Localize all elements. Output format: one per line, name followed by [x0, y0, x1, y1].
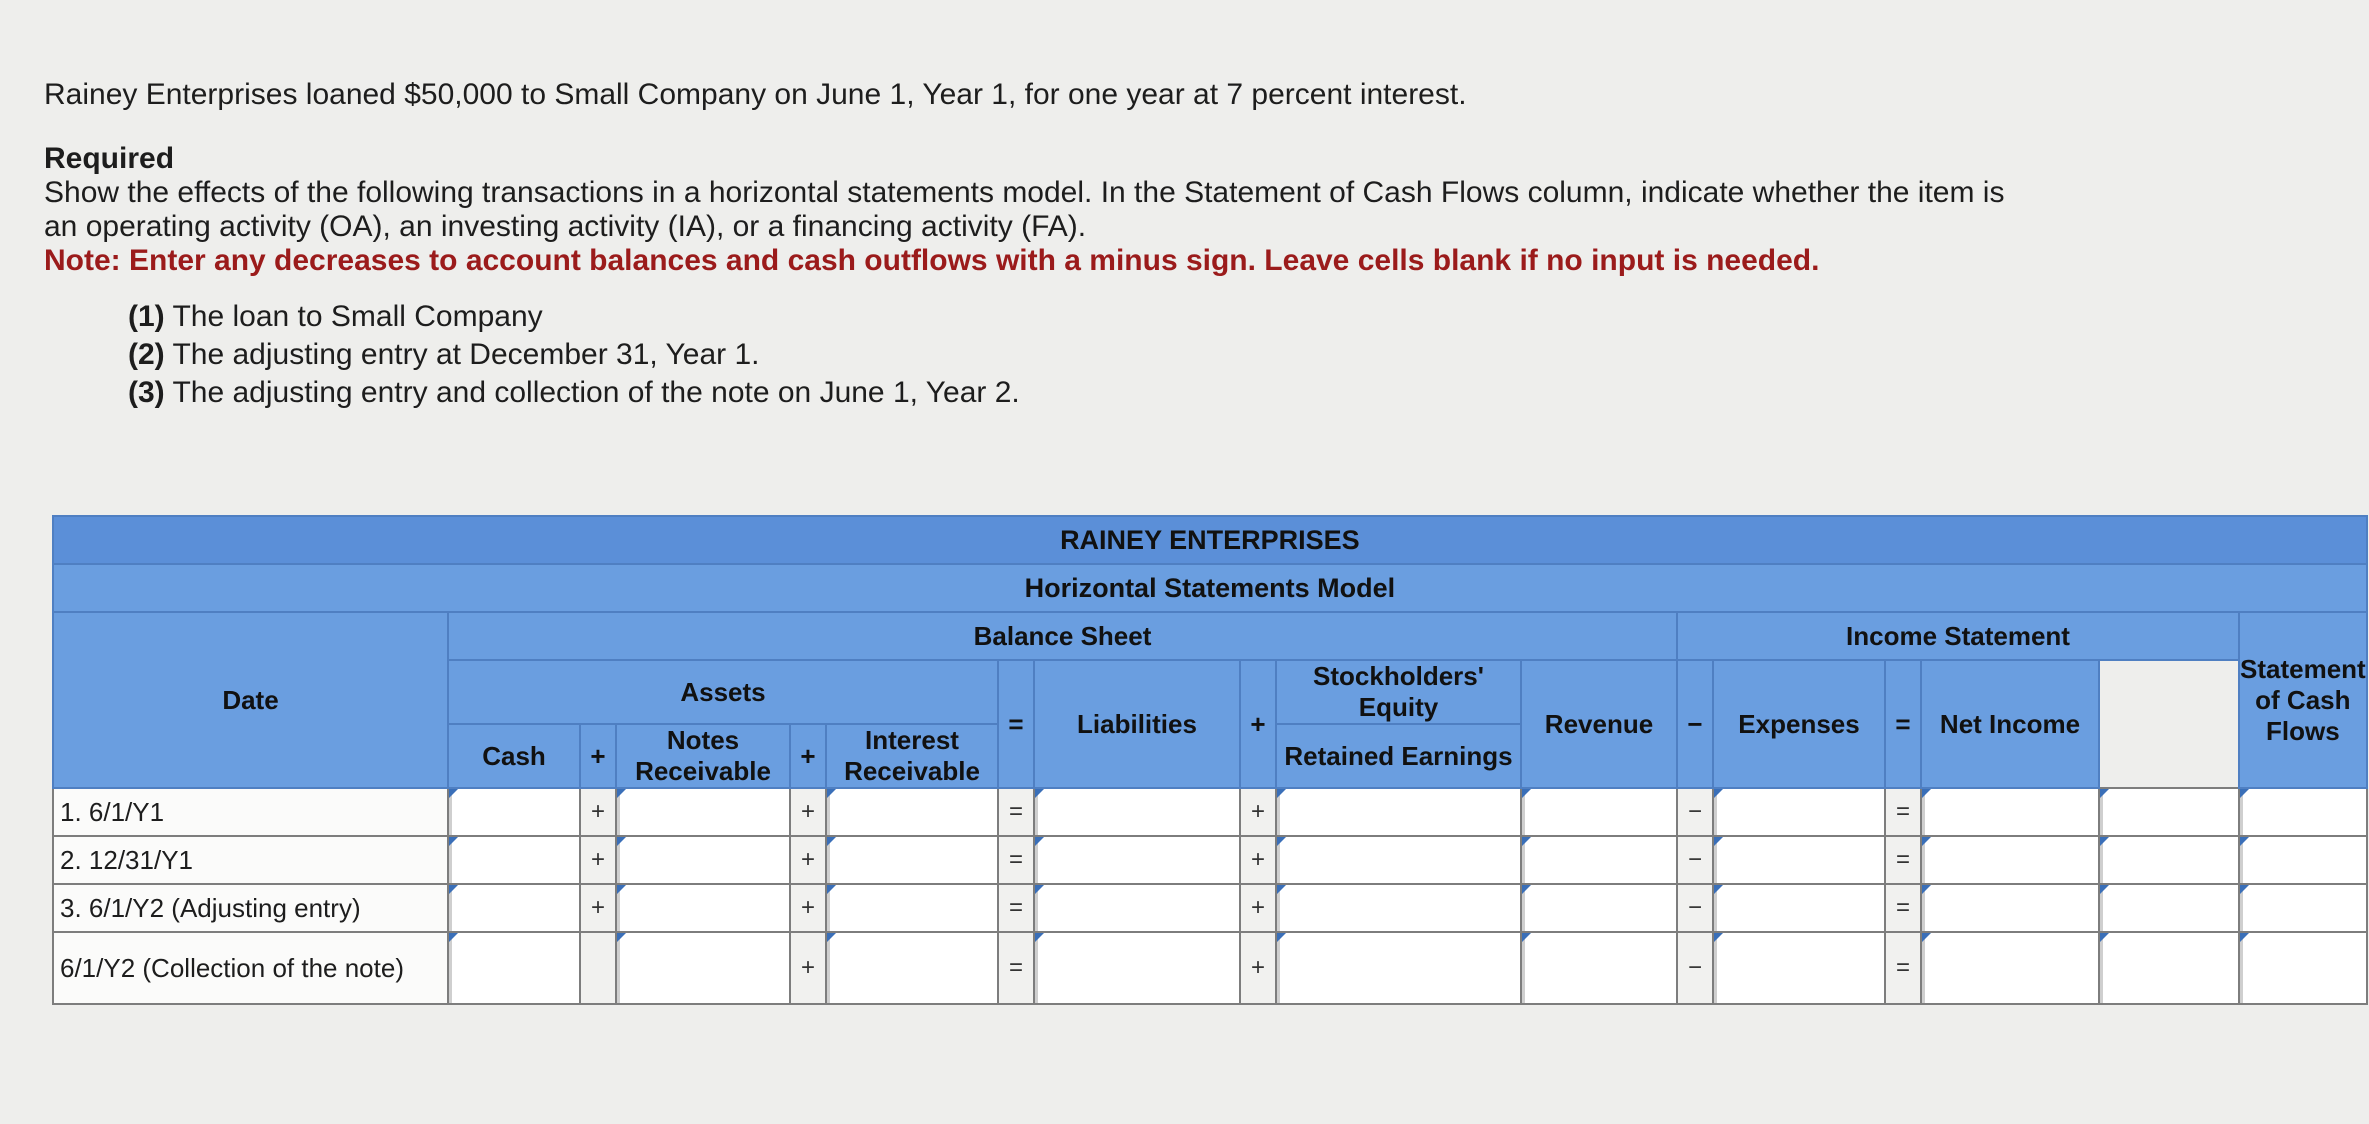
notes-receivable-input[interactable]: [617, 789, 789, 835]
interest-receivable-input[interactable]: [827, 885, 997, 931]
plus-sign: +: [790, 788, 826, 836]
plus-sign: +: [580, 836, 616, 884]
interest-receivable-input[interactable]: [827, 933, 997, 1003]
equals-sign: =: [998, 836, 1034, 884]
liabilities-input[interactable]: [1035, 885, 1239, 931]
plus-sign: +: [1240, 932, 1276, 1004]
net-income-input[interactable]: [1922, 837, 2098, 883]
row-label: 1. 6/1/Y1: [53, 788, 448, 836]
income-statement-header: Income Statement: [1677, 612, 2239, 660]
cash-flow-amount-input[interactable]: [2100, 885, 2238, 931]
liabilities-input[interactable]: [1035, 789, 1239, 835]
liabilities-input[interactable]: [1035, 837, 1239, 883]
plus-sign: +: [790, 932, 826, 1004]
revenue-input[interactable]: [1522, 837, 1676, 883]
interest-receivable-header: Interest Receivable: [826, 724, 998, 788]
minus-sign: −: [1677, 932, 1713, 1004]
horizontal-statements-table: [52, 515, 2368, 1005]
net-income-input[interactable]: [1922, 885, 2098, 931]
revenue-input[interactable]: [1522, 933, 1676, 1003]
problem-statement: [44, 78, 2044, 414]
cash-flow-amount-input[interactable]: [2100, 789, 2238, 835]
instructions: Show the effects of the following transactions in a horizontal statements model. In the Statement of Cash Flows column, indicate whether the item is an operating activity (OA), an investing activity (IA), or a financing activity (FA).: [44, 176, 2005, 243]
equals-sign: =: [1885, 660, 1921, 788]
equals-sign: =: [998, 884, 1034, 932]
notes-receivable-input[interactable]: [617, 837, 789, 883]
note: Note: Enter any decreases to account balances and cash outflows with a minus sign. Leave cells blank if no input is needed.: [44, 244, 1820, 277]
cash-input[interactable]: [449, 837, 579, 883]
plus-sign: +: [580, 724, 616, 788]
table-row: [53, 836, 2367, 884]
list-item: (3) The adjusting entry and collection of the note on June 1, Year 2.: [128, 376, 1020, 409]
expenses-input[interactable]: [1714, 789, 1884, 835]
cash-flow-amount-input[interactable]: [2100, 837, 2238, 883]
table-row: [53, 788, 2367, 836]
equals-sign: =: [1885, 932, 1921, 1004]
cash-input[interactable]: [449, 789, 579, 835]
retained-earnings-input[interactable]: [1277, 837, 1520, 883]
revenue-header: Revenue: [1521, 660, 1677, 788]
cash-input[interactable]: [449, 885, 579, 931]
plus-sign: +: [580, 884, 616, 932]
minus-sign: −: [1677, 836, 1713, 884]
revenue-input[interactable]: [1522, 885, 1676, 931]
stockholders-equity-header: Stockholders' Equity: [1276, 660, 1521, 724]
expenses-input[interactable]: [1714, 885, 1884, 931]
net-income-input[interactable]: [1922, 789, 2098, 835]
required-heading: Required: [44, 142, 175, 175]
plus-sign: +: [1240, 884, 1276, 932]
retained-earnings-input[interactable]: [1277, 885, 1520, 931]
equals-sign: =: [1885, 884, 1921, 932]
transaction-list: [44, 300, 2044, 410]
problem-sentence: Rainey Enterprises loaned $50,000 to Small Company on June 1, Year 1, for one year at 7 percent interest.: [44, 78, 1467, 111]
expenses-input[interactable]: [1714, 933, 1884, 1003]
liabilities-header: Liabilities: [1034, 660, 1240, 788]
list-item: (1) The loan to Small Company: [128, 300, 543, 333]
cash-flows-header: Statement of Cash Flows: [2239, 612, 2367, 788]
expenses-header: Expenses: [1713, 660, 1885, 788]
minus-sign: −: [1677, 660, 1713, 788]
retained-earnings-input[interactable]: [1277, 933, 1520, 1003]
cash-flow-activity-input[interactable]: [2240, 789, 2366, 835]
expenses-input[interactable]: [1714, 837, 1884, 883]
notes-receivable-input[interactable]: [617, 933, 789, 1003]
plus-sign: +: [790, 884, 826, 932]
notes-receivable-input[interactable]: [617, 885, 789, 931]
plus-sign: +: [580, 788, 616, 836]
equals-sign: =: [1885, 788, 1921, 836]
list-item: (2) The adjusting entry at December 31, Year 1.: [128, 338, 760, 371]
company-title: RAINEY ENTERPRISES: [53, 516, 2367, 564]
row-label: 2. 12/31/Y1: [53, 836, 448, 884]
balance-sheet-header: Balance Sheet: [448, 612, 1677, 660]
equals-sign: =: [998, 660, 1034, 788]
cash-flow-activity-input[interactable]: [2240, 885, 2366, 931]
cash-header: Cash: [448, 724, 580, 788]
table-row: [53, 884, 2367, 932]
interest-receivable-input[interactable]: [827, 789, 997, 835]
notes-receivable-header: Notes Receivable: [616, 724, 790, 788]
plus-sign: +: [1240, 836, 1276, 884]
date-header: Date: [53, 612, 448, 788]
plus-sign: +: [1240, 660, 1276, 788]
plus-sign: +: [790, 724, 826, 788]
model-title: Horizontal Statements Model: [53, 564, 2367, 612]
retained-earnings-header: Retained Earnings: [1276, 724, 1521, 788]
cash-flow-activity-input[interactable]: [2240, 933, 2366, 1003]
table-row: [53, 932, 2367, 1004]
net-income-input[interactable]: [1922, 933, 2098, 1003]
equals-sign: =: [998, 932, 1034, 1004]
cash-flow-activity-input[interactable]: [2240, 837, 2366, 883]
liabilities-input[interactable]: [1035, 933, 1239, 1003]
minus-sign: −: [1677, 884, 1713, 932]
revenue-input[interactable]: [1522, 789, 1676, 835]
retained-earnings-input[interactable]: [1277, 789, 1520, 835]
interest-receivable-input[interactable]: [827, 837, 997, 883]
row-label: 3. 6/1/Y2 (Adjusting entry): [53, 884, 448, 932]
equals-sign: =: [1885, 836, 1921, 884]
assets-header: Assets: [448, 660, 998, 724]
cash-flow-amount-input[interactable]: [2100, 933, 2238, 1003]
plus-sign: +: [790, 836, 826, 884]
plus-sign: +: [1240, 788, 1276, 836]
cash-input[interactable]: [449, 933, 579, 1003]
minus-sign: −: [1677, 788, 1713, 836]
equals-sign: =: [998, 788, 1034, 836]
row-label: 6/1/Y2 (Collection of the note): [53, 932, 448, 1004]
net-income-header: Net Income: [1921, 660, 2099, 788]
